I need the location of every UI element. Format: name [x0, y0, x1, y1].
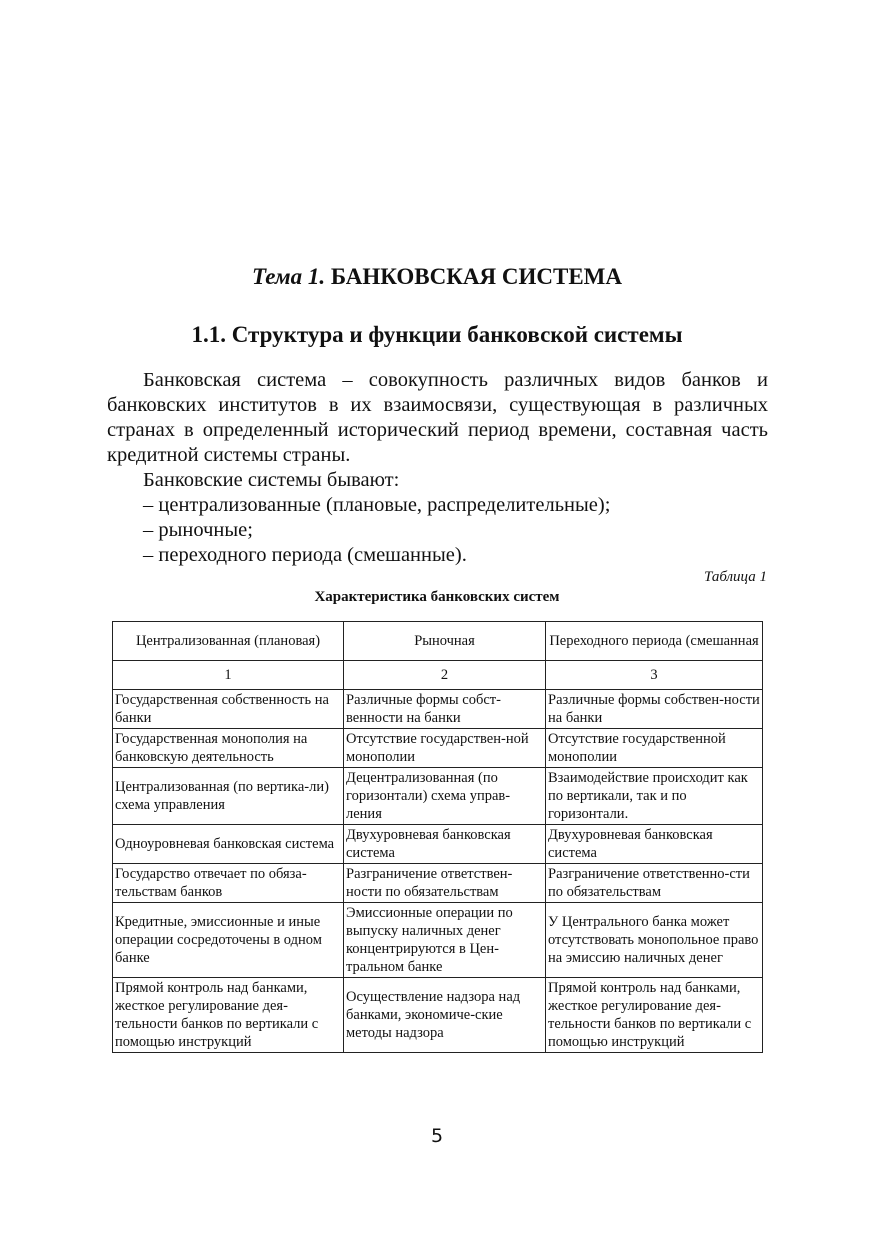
- section-title: 1.1. Структура и функции банковской системы: [191, 322, 683, 347]
- column-number: 3: [546, 661, 763, 690]
- table-cell: Двухуровневая банковская система: [546, 825, 763, 864]
- list-item: – рыночные;: [143, 519, 253, 541]
- column-number: 2: [344, 661, 546, 690]
- table-cell: Кредитные, эмиссионные и иные операции сосредоточены в одном банке: [113, 903, 344, 978]
- table-number-row: [113, 661, 763, 690]
- list-item: – переходного периода (смешанные).: [143, 544, 467, 566]
- table-caption: Характеристика банковских систем: [314, 589, 560, 605]
- table-row: [113, 978, 763, 1053]
- table-cell: Прямой контроль над банками, жесткое регулирование дея-тельности банков по вертикали с помощью инструкций: [546, 978, 763, 1053]
- chapter-prefix: Тема 1.: [252, 264, 326, 289]
- table-cell: Отсутствие государствен-ной монополии: [344, 729, 546, 768]
- table-cell: Эмиссионные операции по выпуску наличных денег концентрируются в Цен-тральном банке: [344, 903, 546, 978]
- table-cell: Децентрализованная (по горизонтали) схема управ-ления: [344, 768, 546, 825]
- table-cell: Одноуровневая банковская система: [113, 825, 344, 864]
- table-row: [113, 903, 763, 978]
- types-intro-paragraph: Банковские системы бывают:: [143, 469, 400, 491]
- table-cell: Двухуровневая банковская система: [344, 825, 546, 864]
- header-transitional: Переходного периода (смешанная: [546, 622, 763, 661]
- table-cell: Разграничение ответствен-ности по обязательствам: [344, 864, 546, 903]
- table-cell: Государственная монополия на банковскую деятельность: [113, 729, 344, 768]
- chapter-title: [0, 262, 874, 292]
- table-row: [113, 825, 763, 864]
- table-cell: Централизованная (по вертика-ли) схема управления: [113, 768, 344, 825]
- table-cell: Взаимодействие происходит как по вертикали, так и по горизонтали.: [546, 768, 763, 825]
- table-cell: Различные формы собствен-ности на банки: [546, 690, 763, 729]
- table-row: [113, 729, 763, 768]
- table-header-row: [113, 622, 763, 661]
- table-cell: Разграничение ответственно-сти по обязательствам: [546, 864, 763, 903]
- table-label: Таблица 1: [704, 569, 767, 585]
- table-row: [113, 690, 763, 729]
- table-cell: Отсутствие государственной монополии: [546, 729, 763, 768]
- table-cell: Прямой контроль над банками, жесткое регулирование дея-тельности банков по вертикали с помощью инструкций: [113, 978, 344, 1053]
- table-cell: У Центрального банка может отсутствовать монопольное право на эмиссию наличных денег: [546, 903, 763, 978]
- header-centralized: Централизованная (плановая): [113, 622, 344, 661]
- banking-systems-table: [112, 621, 763, 1053]
- table-cell: Государственная собственность на банки: [113, 690, 344, 729]
- table-cell: Осуществление надзора над банками, экономиче-ские методы надзора: [344, 978, 546, 1053]
- list-item: – централизованные (плановые, распределительные);: [143, 494, 611, 516]
- page-number: 5: [430, 1125, 444, 1147]
- table-cell: Государство отвечает по обяза-тельствам банков: [113, 864, 344, 903]
- table-cell: Различные формы собст-венности на банки: [344, 690, 546, 729]
- chapter-name: БАНКОВСКАЯ СИСТЕМА: [325, 264, 622, 289]
- table-row: [113, 768, 763, 825]
- header-market: Рыночная: [344, 622, 546, 661]
- table-row: [113, 864, 763, 903]
- definition-paragraph: Банковская система – совокупность различных видов банков и банковских институтов в их взаимосвязи, существующая в различных странах в определенный исторический период времени, составная часть кредитной системы страны.: [107, 369, 768, 466]
- column-number: 1: [113, 661, 344, 690]
